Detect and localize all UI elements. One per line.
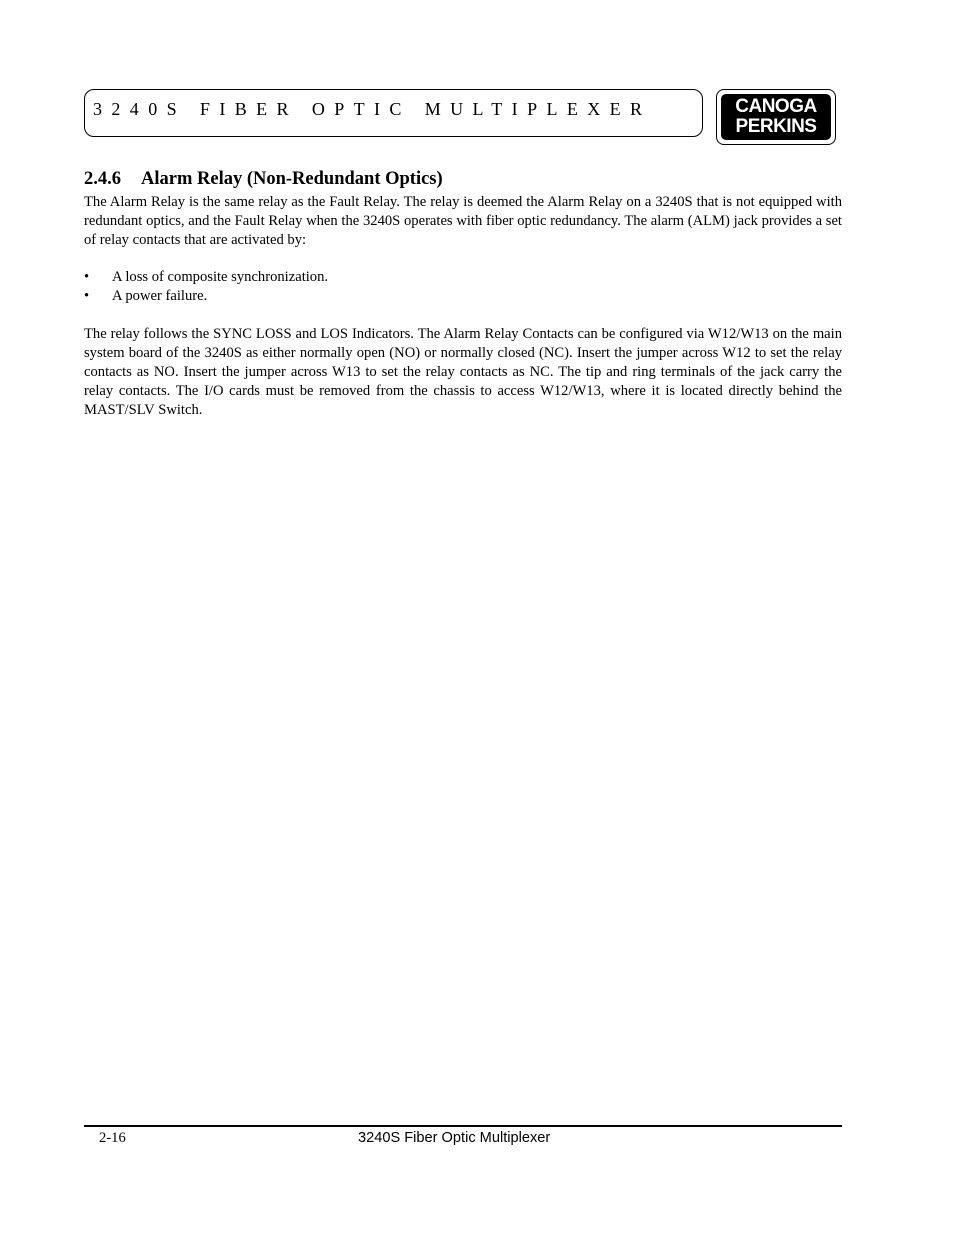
bullet-marker: • xyxy=(84,269,90,285)
canoga-perkins-logo xyxy=(716,89,836,145)
list-item xyxy=(84,287,328,306)
footer-rule xyxy=(84,1125,842,1127)
section-title: Alarm Relay (Non-Redundant Optics) xyxy=(141,169,443,189)
logo-line-canoga: CANOGA xyxy=(735,96,817,117)
logo-plate xyxy=(721,94,831,140)
bullet-marker: • xyxy=(84,288,90,304)
page-number: 2-16 xyxy=(99,1130,126,1146)
logo-line-perkins: PERKINS xyxy=(735,116,817,137)
list-item xyxy=(84,268,328,287)
list-item-text: A loss of composite synchronization. xyxy=(112,269,329,285)
running-header xyxy=(84,89,703,137)
section-number: 2.4.6 xyxy=(84,169,121,189)
section-heading xyxy=(84,169,443,190)
footer-title: 3240S Fiber Optic Multiplexer xyxy=(358,1130,551,1146)
header-title: 3240S FIBER OPTIC MULTIPLEXER xyxy=(93,99,652,119)
intro-paragraph: The Alarm Relay is the same relay as the Fault Relay. The relay is deemed the Alarm Relay on a 3240S that is not equipped with redundant optics, and the Fault Relay when the 3240S operates with fiber optic redundancy. The alarm (ALM) jack provides a set of relay contacts that are activated by: xyxy=(84,194,842,248)
activation-list xyxy=(84,268,328,306)
list-item-text: A power failure. xyxy=(112,288,208,304)
configuration-paragraph: The relay follows the SYNC LOSS and LOS Indicators. The Alarm Relay Contacts can be configured via W12/W13 on the main system board of the 3240S as either normally open (NO) or normally closed (NC). Insert the jumper across W12 to set the relay contacts as NO. Insert the jumper across W13 to set the relay contacts as NC. The tip and ring terminals of the jack carry the relay contacts. The I/O cards must be removed from the chassis to access W12/W13, where it is located directly behind the MAST/SLV Switch. xyxy=(84,326,842,418)
